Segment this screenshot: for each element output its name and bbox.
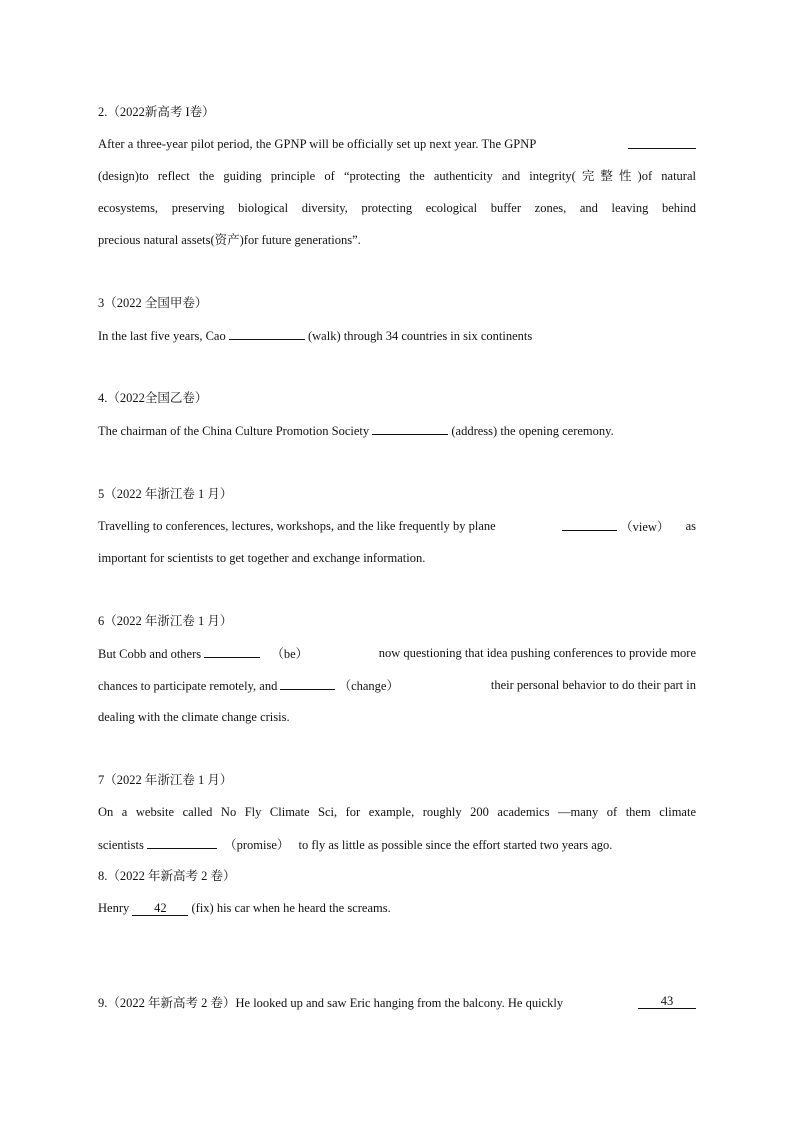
- q3-blank[interactable]: [229, 327, 305, 340]
- q5-blank[interactable]: [562, 518, 617, 531]
- q3-heading: 3（2022 全国甲卷）: [98, 296, 208, 310]
- q7-blank[interactable]: [147, 836, 217, 849]
- q7-heading: 7（2022 年浙江卷 1 月）: [98, 773, 233, 787]
- q4-heading: 4.（2022全国乙卷）: [98, 391, 208, 405]
- q7-line-2: scientists （promise） to fly as little as possible since the effort started two years ago.: [98, 838, 613, 852]
- q6-line-3: dealing with the climate change crisis.: [98, 710, 290, 724]
- q8-line-1: Henry 42 (fix) his car when he heard the screams.: [98, 901, 391, 915]
- q8-answer-blank[interactable]: 42: [132, 902, 188, 916]
- q2-line-4: precious natural assets(资产)for future generations”.: [98, 233, 361, 247]
- q5-line-1: Travelling to conferences, lectures, workshops, and the like frequently by plane （view） as: [98, 519, 696, 534]
- q2-line-3: ecosystems, preserving biological diversity, protecting ecological buffer zones, and leaving behind: [98, 201, 696, 215]
- q2-line-2: (design)to reflect the guiding principle of “protecting the authenticity and integrity(完整性)of natural: [98, 169, 696, 183]
- q6-line-2: chances to participate remotely, and （change） their personal behavior to do their part in: [98, 678, 696, 693]
- q2-blank[interactable]: [628, 136, 696, 149]
- q4-line-1: The chairman of the China Culture Promotion Society (address) the opening ceremony.: [98, 424, 614, 438]
- q6-blank-2[interactable]: [280, 677, 335, 690]
- q7-line-1: On a website called No Fly Climate Sci, for example, roughly 200 academics —many of them climate: [98, 805, 696, 819]
- q8-heading: 8.（2022 年新高考 2 卷）: [98, 869, 236, 883]
- q2-line-1: After a three-year pilot period, the GPNP will be officially set up next year. The GPNP: [98, 136, 696, 152]
- q9-answer-blank[interactable]: 43: [638, 995, 696, 1009]
- q5-heading: 5（2022 年浙江卷 1 月）: [98, 487, 233, 501]
- q5-line-2: important for scientists to get together and exchange information.: [98, 551, 426, 565]
- q2-heading: 2.（2022新高考 I卷）: [98, 105, 215, 119]
- q6-line-1: But Cobb and others （be） now questioning that idea pushing conferences to provide more: [98, 646, 696, 661]
- q6-blank-1[interactable]: [204, 645, 260, 658]
- q4-blank[interactable]: [372, 422, 448, 435]
- q9-line-1: 9.（2022 年新高考 2 卷）He looked up and saw Eric hanging from the balcony. He quickly 43: [98, 995, 696, 1011]
- q3-line-1: In the last five years, Cao (walk) through 34 countries in six continents: [98, 329, 533, 343]
- q6-heading: 6（2022 年浙江卷 1 月）: [98, 614, 233, 628]
